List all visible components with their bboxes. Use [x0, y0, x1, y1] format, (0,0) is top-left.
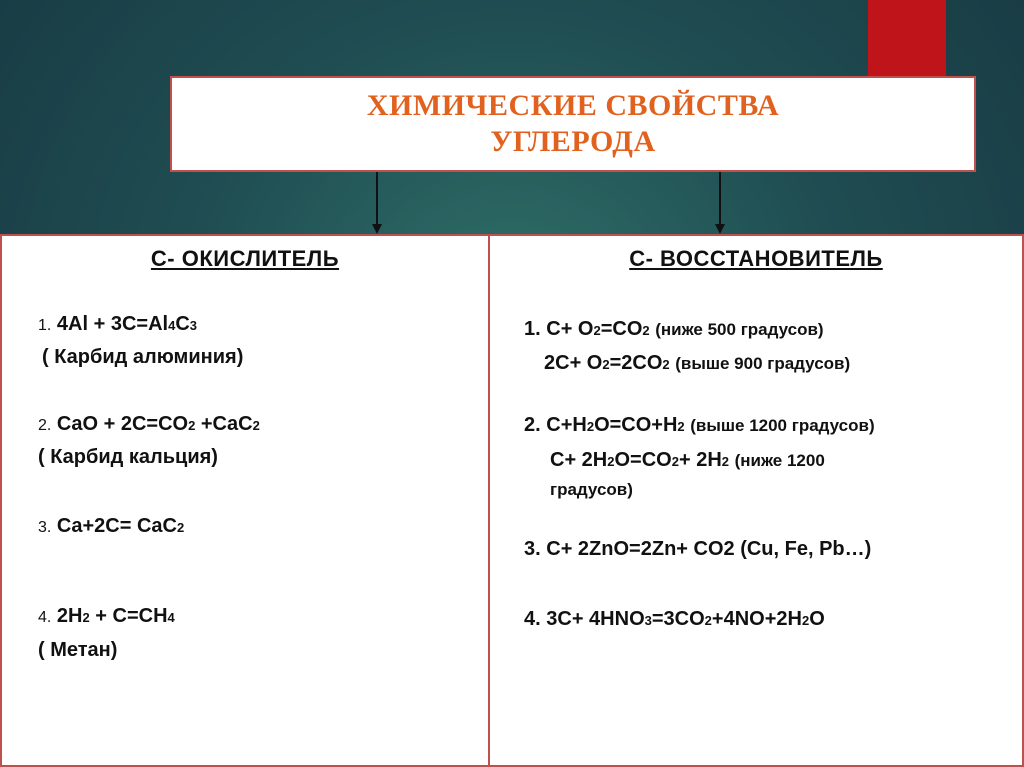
right-arrow-icon [715, 224, 725, 234]
reducer-heading: C- ВОССТАНОВИТЕЛЬ [629, 246, 883, 271]
left-arrow-icon [372, 224, 382, 234]
condition: (выше 900 градусов) [675, 354, 851, 373]
equation: C+ 2H2O=CO2+ 2H2 [550, 449, 730, 471]
item-number: 4. [38, 609, 52, 626]
equation-line [524, 538, 871, 561]
oxidizer-panel [0, 234, 490, 767]
condition: (ниже 500 градусов) [655, 320, 824, 339]
compound-note: ( Карбид кальция) [38, 446, 218, 468]
oxidizer-heading: C- ОКИСЛИТЕЛЬ [150, 246, 340, 271]
equation-line [38, 313, 197, 336]
equation: C+ O2=CO2 [546, 318, 650, 340]
equation-line [38, 515, 184, 538]
compound-note: ( Карбид алюминия) [42, 346, 244, 368]
equation-line [524, 414, 875, 437]
equation: 3C+ 4HNO3=3CO2+4NO+2H2O [546, 608, 825, 630]
item-number: 4. [524, 608, 541, 630]
equation-line [550, 449, 825, 472]
item-number: 1. [38, 317, 52, 334]
equation-line [524, 608, 825, 631]
item-number: 2. [38, 417, 52, 434]
condition: (ниже 1200 [734, 451, 825, 470]
reducer-panel [488, 234, 1024, 767]
item-number: 3. [524, 538, 541, 560]
title-box [170, 76, 976, 172]
accent-bar [868, 0, 946, 76]
condition: (выше 1200 градусов) [690, 416, 875, 435]
equation: 2C+ O2=2CO2 [544, 352, 670, 374]
equation: C+ 2ZnO=2Zn+ CO2 (Cu, Fe, Pb…) [546, 538, 872, 560]
equation: C+H2O=CO+H2 [546, 414, 685, 436]
equation-line [38, 413, 260, 436]
condition-continued: градусов) [550, 480, 633, 499]
equation: 4Al + 3C=Al4C3 [56, 313, 197, 335]
title-line-1: ХИМИЧЕСКИЕ СВОЙСТВА [366, 89, 780, 122]
equation: 2H2 + C=CH4 [56, 605, 175, 627]
left-connector [376, 172, 378, 227]
item-number: 1. [524, 318, 541, 340]
equation-line [38, 605, 175, 628]
equation-line [524, 318, 824, 341]
compound-note: ( Метан) [38, 639, 118, 661]
item-number: 3. [38, 519, 52, 536]
item-number: 2. [524, 414, 541, 436]
equation-line [544, 352, 850, 375]
equation: CaO + 2C=CO2 +CaC2 [56, 413, 260, 435]
right-connector [719, 172, 721, 227]
title-line-2: УГЛЕРОДА [490, 125, 656, 158]
equation: Ca+2C= CaC2 [56, 515, 185, 537]
